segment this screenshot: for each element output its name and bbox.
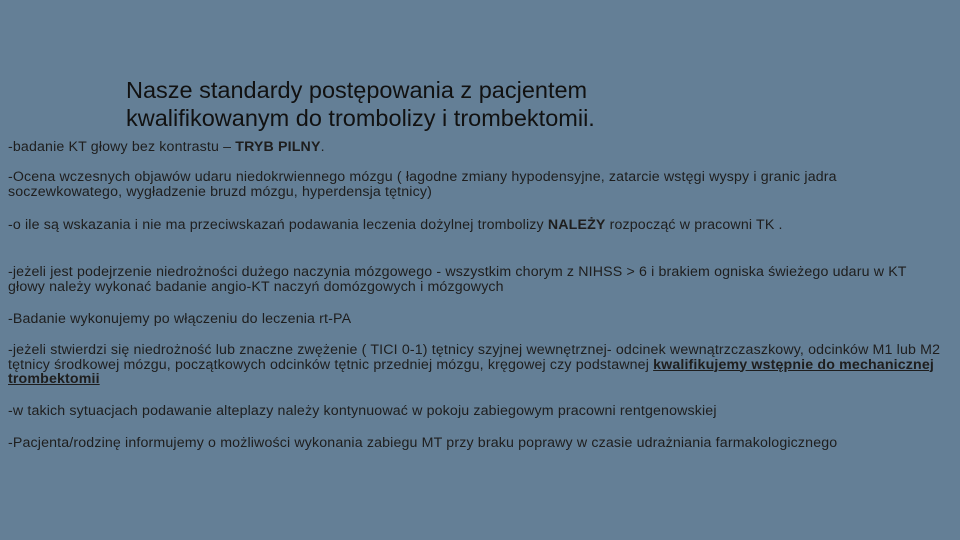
bullet-text: -Pacjenta/rodzinę informujemy o możliwości wykonania zabiegu MT przy braku poprawy w czasie udrażniania farmakologicznego [8, 435, 838, 451]
bullet-ct-scan [8, 140, 943, 155]
bullet-early-signs [8, 170, 943, 199]
title-line-2: kwalifikowanym do trombolizy i trombektomii. [126, 105, 595, 131]
slide-title [126, 76, 826, 132]
bullet-thrombolysis [8, 218, 943, 233]
bullet-angio-ct [8, 265, 943, 294]
bullet-text: -badanie KT głowy bez kontrastu – [8, 139, 236, 155]
bullet-tail: . [320, 139, 325, 155]
bullet-family-info [8, 436, 943, 451]
title-line-1: Nasze standardy postępowania z pacjentem [126, 77, 588, 103]
bullet-occlusion [8, 343, 943, 387]
bullet-after-rtpa [8, 312, 943, 327]
bullet-text: -Ocena wczesnych objawów udaru niedokrwiennego mózgu ( łagodne zmiany hypodensyjne, zatarcie wstęgi wyspy i granic jadra soczewkowatego, wygładzenie bruzd mózgu, hyperdensja tętnicy) [8, 169, 837, 200]
bullet-text: -o ile są wskazania i nie ma przeciwskazań podawania leczenia dożylnej trombolizy [8, 217, 548, 233]
bullet-text: -Badanie wykonujemy po włączeniu do leczenia rt-PA [8, 311, 352, 327]
bullet-emphasis: TRYB PILNY [235, 139, 321, 155]
bullet-emphasis-underlined: kwalifikujemy wstępnie do mechanicznej trombektomii [8, 356, 934, 387]
bullet-tail: rozpocząć w pracowni TK . [605, 217, 783, 233]
bullet-text: -w takich sytuacjach podawanie alteplazy należy kontynuować w pokoju zabiegowym pracowni rentgenowskiej [8, 403, 717, 419]
bullet-alteplase [8, 404, 943, 419]
bullet-emphasis: NALEŻY [547, 217, 606, 233]
bullet-text: -jeżeli jest podejrzenie niedrożności dużego naczynia mózgowego - wszystkim chorym z NIHSS > 6 i brakiem ogniska świeżego udaru w KT głowy należy wykonać badanie angio-KT naczyń domózgowych i mózgowych [8, 264, 907, 295]
bullet-text: -jeżeli stwierdzi się niedrożność lub znaczne zwężenie ( TICI 0-1) tętnicy szyjnej wewnętrznej- odcinek wewnątrzczaszkowy, odcinków M1 lub M2 tętnicy środkowej mózgu, początkowych odcinków tętnic przedniej mózgu, kręgowej czy podstawnej [8, 342, 941, 373]
